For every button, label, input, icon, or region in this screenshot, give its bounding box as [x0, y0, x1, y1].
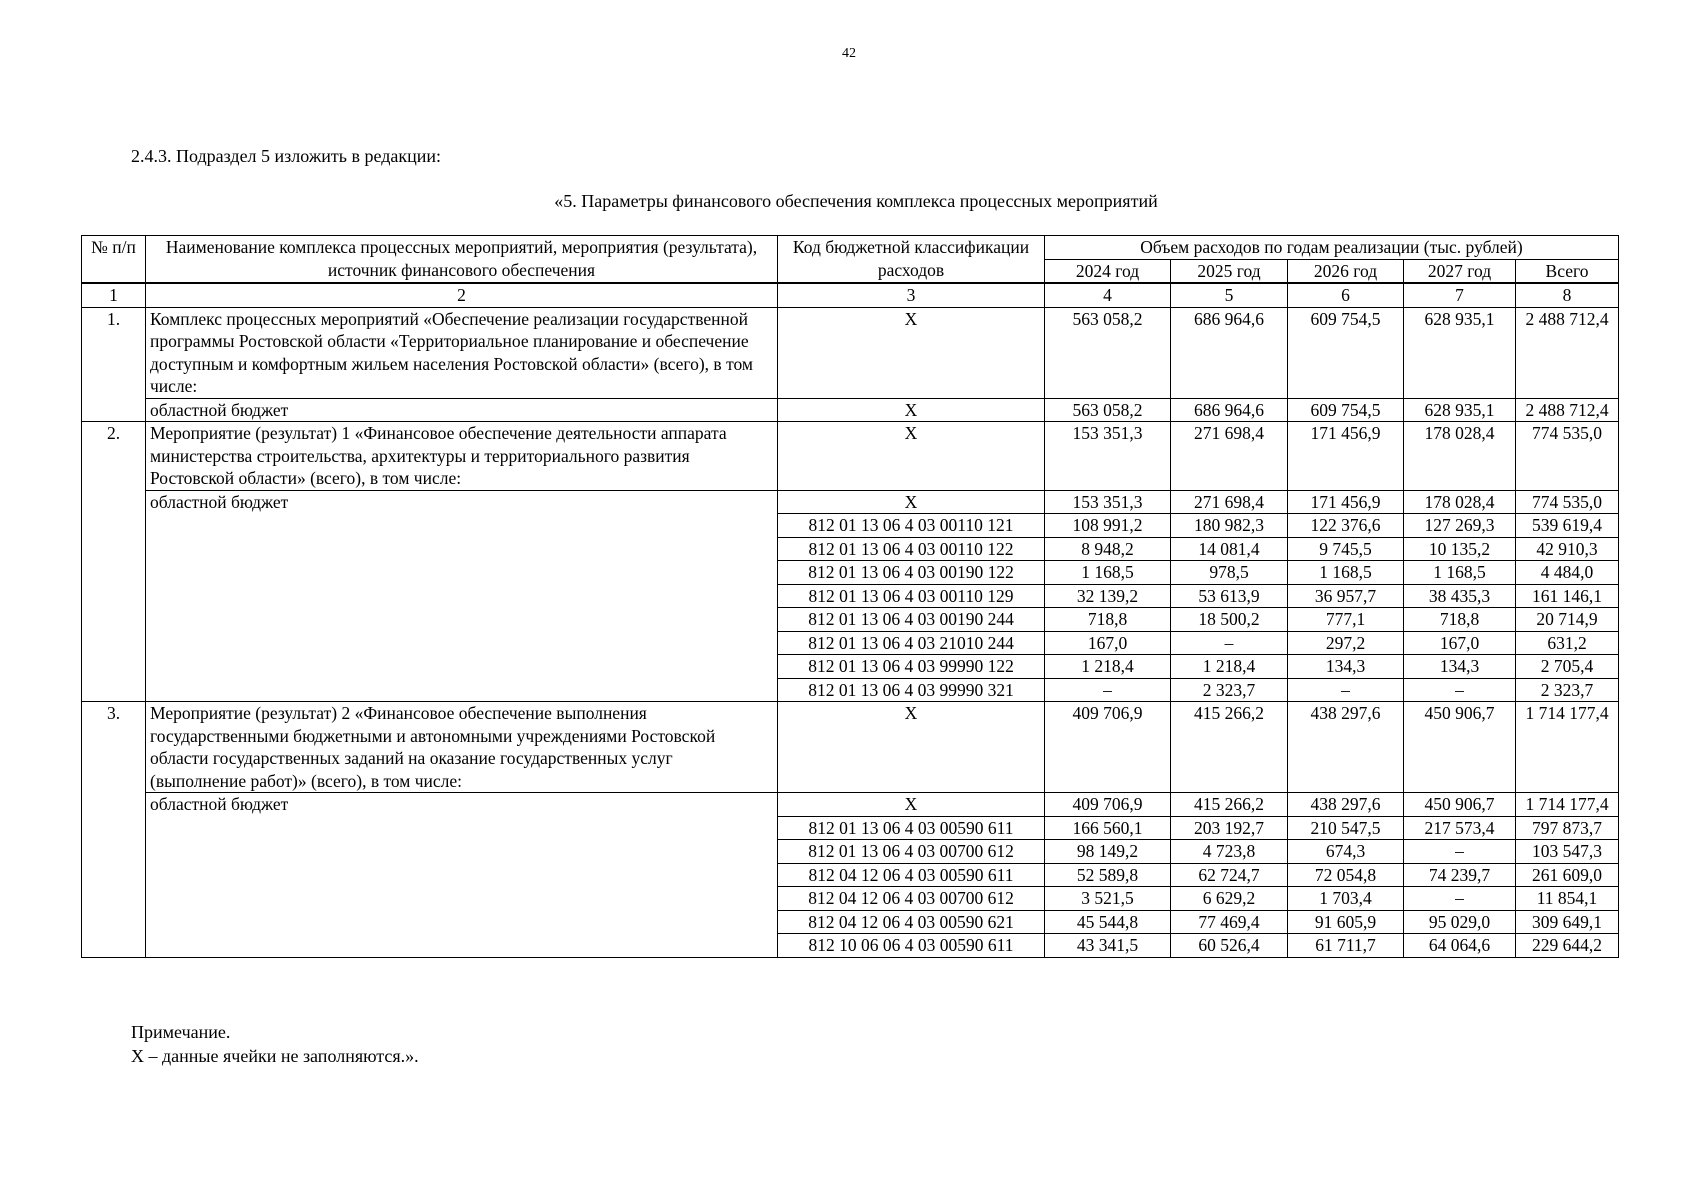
value-2027: 628 935,1 — [1404, 398, 1516, 422]
source-row — [82, 490, 1619, 514]
budget-code: 812 01 13 06 4 03 21010 244 — [778, 631, 1045, 655]
value-2026: 609 754,5 — [1288, 398, 1404, 422]
value-2025: 203 192,7 — [1171, 816, 1288, 840]
value-total: 774 535,0 — [1516, 422, 1619, 491]
value-2026: 61 711,7 — [1288, 934, 1404, 958]
row-number: 2. — [82, 422, 146, 702]
column-number: 2 — [146, 283, 778, 307]
value-2026: 72 054,8 — [1288, 863, 1404, 887]
value-2025: 77 469,4 — [1171, 910, 1288, 934]
budget-code: Х — [778, 422, 1045, 491]
value-2024: 409 706,9 — [1045, 793, 1171, 817]
value-2026: 1 168,5 — [1288, 561, 1404, 585]
section-title: Мероприятие (результат) 2 «Финансовое обеспечение выполнения государственными бюджетными и автономными учреждениями Ростовской области государственных заданий на оказание государственных услуг (выполнение работ)» (всего), в том числе: — [146, 702, 778, 793]
row-number: 3. — [82, 702, 146, 958]
value-2027: 178 028,4 — [1404, 490, 1516, 514]
column-number: 4 — [1045, 283, 1171, 307]
value-2024: 52 589,8 — [1045, 863, 1171, 887]
budget-code: 812 01 13 06 4 03 00110 121 — [778, 514, 1045, 538]
value-2024: 166 560,1 — [1045, 816, 1171, 840]
value-2027: 38 435,3 — [1404, 584, 1516, 608]
value-2025: 2 323,7 — [1171, 678, 1288, 702]
value-2024: 8 948,2 — [1045, 537, 1171, 561]
value-2027: 178 028,4 — [1404, 422, 1516, 491]
value-2027: 718,8 — [1404, 608, 1516, 632]
value-2027: 64 064,6 — [1404, 934, 1516, 958]
budget-code: Х — [778, 793, 1045, 817]
value-total: 539 619,4 — [1516, 514, 1619, 538]
note-label: Примечание. — [131, 1022, 231, 1042]
value-2024: 153 351,3 — [1045, 422, 1171, 491]
value-2026: 438 297,6 — [1288, 702, 1404, 793]
value-2026: 171 456,9 — [1288, 490, 1404, 514]
table-title: «5. Параметры финансового обеспечения комплекса процессных мероприятий — [554, 191, 1158, 211]
value-2024: 1 218,4 — [1045, 655, 1171, 679]
value-2026: – — [1288, 678, 1404, 702]
value-2024: 718,8 — [1045, 608, 1171, 632]
section-row — [82, 307, 1619, 398]
value-2027: 450 906,7 — [1404, 702, 1516, 793]
value-2027: 10 135,2 — [1404, 537, 1516, 561]
source-label: областной бюджет — [146, 398, 778, 422]
value-2026: 9 745,5 — [1288, 537, 1404, 561]
value-2027: 450 906,7 — [1404, 793, 1516, 817]
value-total: 2 705,4 — [1516, 655, 1619, 679]
value-2026: 122 376,6 — [1288, 514, 1404, 538]
value-2025: 1 218,4 — [1171, 655, 1288, 679]
value-2026: 36 957,7 — [1288, 584, 1404, 608]
value-2025: 18 500,2 — [1171, 608, 1288, 632]
header-name: Наименование комплекса процессных мероприятий, мероприятия (результата), источник финансового обеспечения — [146, 236, 778, 284]
column-number: 5 — [1171, 283, 1288, 307]
budget-code: 812 01 13 06 4 03 00190 244 — [778, 608, 1045, 632]
value-2024: 3 521,5 — [1045, 887, 1171, 911]
column-number: 8 — [1516, 283, 1619, 307]
value-2026: 609 754,5 — [1288, 307, 1404, 398]
source-row — [82, 398, 1619, 422]
header-num: № п/п — [82, 236, 146, 284]
note — [131, 1020, 419, 1068]
value-2024: 563 058,2 — [1045, 307, 1171, 398]
header-year-2027: 2027 год — [1404, 259, 1516, 283]
value-2027: – — [1404, 678, 1516, 702]
value-2027: 127 269,3 — [1404, 514, 1516, 538]
value-2025: – — [1171, 631, 1288, 655]
value-2026: 297,2 — [1288, 631, 1404, 655]
budget-code: 812 01 13 06 4 03 99990 321 — [778, 678, 1045, 702]
value-total: 1 714 177,4 — [1516, 702, 1619, 793]
value-2024: 153 351,3 — [1045, 490, 1171, 514]
financing-table — [81, 235, 1619, 958]
budget-code: Х — [778, 490, 1045, 514]
value-2027: 95 029,0 — [1404, 910, 1516, 934]
value-2026: 134,3 — [1288, 655, 1404, 679]
value-total: 631,2 — [1516, 631, 1619, 655]
value-total: 161 146,1 — [1516, 584, 1619, 608]
table-body — [82, 236, 1619, 958]
column-number: 1 — [82, 283, 146, 307]
value-total: 261 609,0 — [1516, 863, 1619, 887]
value-2025: 978,5 — [1171, 561, 1288, 585]
value-2024: 1 168,5 — [1045, 561, 1171, 585]
value-2025: 686 964,6 — [1171, 398, 1288, 422]
header-year-2024: 2024 год — [1045, 259, 1171, 283]
value-2026: 438 297,6 — [1288, 793, 1404, 817]
budget-code: 812 04 12 06 4 03 00590 621 — [778, 910, 1045, 934]
value-2024: 167,0 — [1045, 631, 1171, 655]
value-total: 11 854,1 — [1516, 887, 1619, 911]
value-2025: 14 081,4 — [1171, 537, 1288, 561]
value-2025: 180 982,3 — [1171, 514, 1288, 538]
value-2027: – — [1404, 887, 1516, 911]
value-2025: 62 724,7 — [1171, 863, 1288, 887]
header-year-2025: 2025 год — [1171, 259, 1288, 283]
section-row — [82, 702, 1619, 793]
value-2027: – — [1404, 840, 1516, 864]
value-2027: 217 573,4 — [1404, 816, 1516, 840]
budget-code: 812 01 13 06 4 03 00110 129 — [778, 584, 1045, 608]
value-total: 229 644,2 — [1516, 934, 1619, 958]
value-2025: 415 266,2 — [1171, 702, 1288, 793]
budget-code: 812 04 12 06 4 03 00590 611 — [778, 863, 1045, 887]
value-2024: – — [1045, 678, 1171, 702]
budget-code: 812 01 13 06 4 03 00190 122 — [778, 561, 1045, 585]
value-total: 309 649,1 — [1516, 910, 1619, 934]
value-total: 2 323,7 — [1516, 678, 1619, 702]
budget-code: 812 04 12 06 4 03 00700 612 — [778, 887, 1045, 911]
value-2027: 1 168,5 — [1404, 561, 1516, 585]
value-2024: 98 149,2 — [1045, 840, 1171, 864]
section-title: Мероприятие (результат) 1 «Финансовое обеспечение деятельности аппарата министерства строительства, архитектуры и территориального развития Ростовской области» (всего), в том числе: — [146, 422, 778, 491]
value-2026: 777,1 — [1288, 608, 1404, 632]
header-year-2026: 2026 год — [1288, 259, 1404, 283]
value-2027: 628 935,1 — [1404, 307, 1516, 398]
value-2026: 674,3 — [1288, 840, 1404, 864]
value-2024: 563 058,2 — [1045, 398, 1171, 422]
value-total: 20 714,9 — [1516, 608, 1619, 632]
value-2026: 210 547,5 — [1288, 816, 1404, 840]
budget-code: 812 01 13 06 4 03 00590 611 — [778, 816, 1045, 840]
value-2026: 171 456,9 — [1288, 422, 1404, 491]
header-total: Всего — [1516, 259, 1619, 283]
value-2026: 1 703,4 — [1288, 887, 1404, 911]
value-total: 4 484,0 — [1516, 561, 1619, 585]
column-numbers-row — [82, 283, 1619, 307]
value-2026: 91 605,9 — [1288, 910, 1404, 934]
value-2024: 409 706,9 — [1045, 702, 1171, 793]
header-volume: Объем расходов по годам реализации (тыс. рублей) — [1045, 236, 1619, 260]
budget-code: 812 10 06 06 4 03 00590 611 — [778, 934, 1045, 958]
value-total: 1 714 177,4 — [1516, 793, 1619, 817]
budget-code: 812 01 13 06 4 03 00110 122 — [778, 537, 1045, 561]
section-title: Комплекс процессных мероприятий «Обеспечение реализации государственной программы Ростовской области «Территориальное планирование и обеспечение доступным и комфортным жильем населения Ростовской области» (всего), в том числе: — [146, 307, 778, 398]
value-2025: 6 629,2 — [1171, 887, 1288, 911]
budget-code: Х — [778, 702, 1045, 793]
budget-code: 812 01 13 06 4 03 99990 122 — [778, 655, 1045, 679]
value-2025: 271 698,4 — [1171, 422, 1288, 491]
value-2024: 45 544,8 — [1045, 910, 1171, 934]
value-total: 42 910,3 — [1516, 537, 1619, 561]
row-number: 1. — [82, 307, 146, 422]
value-2027: 167,0 — [1404, 631, 1516, 655]
section-row — [82, 422, 1619, 491]
budget-code: Х — [778, 398, 1045, 422]
value-total: 797 873,7 — [1516, 816, 1619, 840]
header-row — [82, 236, 1619, 260]
page-number: 42 — [842, 46, 856, 61]
source-row — [82, 793, 1619, 817]
source-label: областной бюджет — [146, 490, 778, 702]
value-2027: 134,3 — [1404, 655, 1516, 679]
column-number: 6 — [1288, 283, 1404, 307]
value-2025: 4 723,8 — [1171, 840, 1288, 864]
value-2025: 60 526,4 — [1171, 934, 1288, 958]
budget-code: 812 01 13 06 4 03 00700 612 — [778, 840, 1045, 864]
value-2024: 32 139,2 — [1045, 584, 1171, 608]
value-total: 103 547,3 — [1516, 840, 1619, 864]
value-total: 2 488 712,4 — [1516, 398, 1619, 422]
value-2025: 686 964,6 — [1171, 307, 1288, 398]
source-label: областной бюджет — [146, 793, 778, 958]
column-number: 3 — [778, 283, 1045, 307]
value-total: 774 535,0 — [1516, 490, 1619, 514]
value-2025: 271 698,4 — [1171, 490, 1288, 514]
header-code: Код бюджетной классификации расходов — [778, 236, 1045, 284]
intro-paragraph: 2.4.3. Подраздел 5 изложить в редакции: — [131, 146, 442, 166]
value-total: 2 488 712,4 — [1516, 307, 1619, 398]
value-2024: 43 341,5 — [1045, 934, 1171, 958]
note-text: Х – данные ячейки не заполняются.». — [131, 1046, 419, 1066]
column-number: 7 — [1404, 283, 1516, 307]
value-2025: 415 266,2 — [1171, 793, 1288, 817]
value-2024: 108 991,2 — [1045, 514, 1171, 538]
value-2027: 74 239,7 — [1404, 863, 1516, 887]
value-2025: 53 613,9 — [1171, 584, 1288, 608]
budget-code: Х — [778, 307, 1045, 398]
